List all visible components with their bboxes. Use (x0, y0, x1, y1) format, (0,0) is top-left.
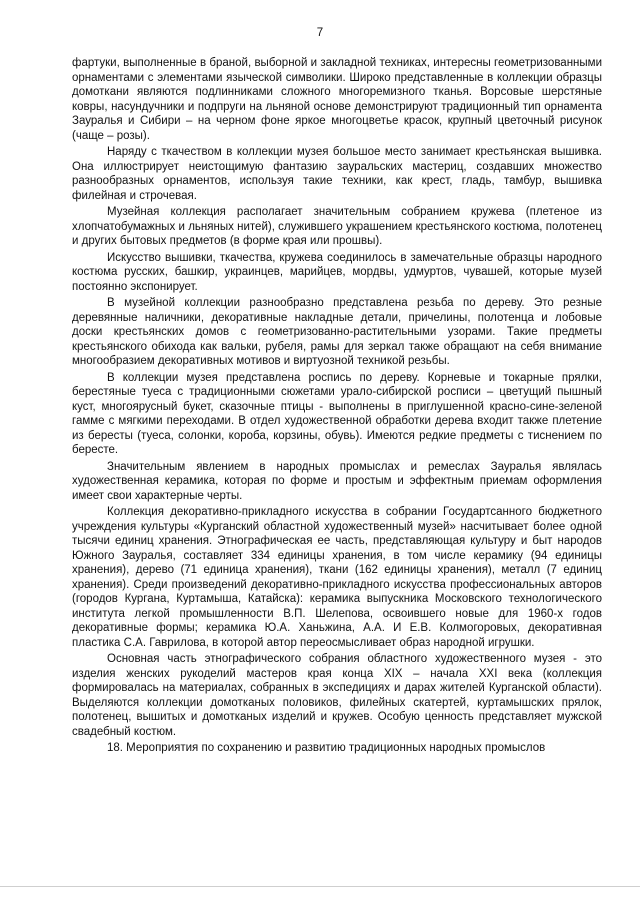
paragraph-4: Искусство вышивки, ткачества, кружева соединилось в замечательные образцы народного костюма русских, башкир, украинцев, марийцев, мордвы, удмуртов, чувашей, которые музей постоянно экспонирует. (72, 251, 602, 293)
paragraph-1: фартуки, выполненные в браной, выборной и закладной техниках, интересны геометризованными орнаментами с элементами языческой символики. Широко представленные в коллекции образцы домоткани являются подлинниками сложного многоремизного тканья. Ворсовые шерстяные ковры, насундучники и подпруги на льняной основе демонстрируют традиционный тип орнамента Зауралья и Сибири – на черном фоне яркое многоцветье красок, крупный цветочный рисунок (чаще – розы). (72, 57, 602, 142)
paragraph-5: В музейной коллекции разнообразно представлена резьба по дереву. Это резные деревянные наличники, декоративные накладные детали, причелины, полотенца и лобовые доски крестьянских домов с геометризованно-растительными узорами. Такие предметы крестьянского обихода как вальки, рубеля, рамы для зеркал также обращают на себя внимание многообразием декоративных мотивов и виртуозной техникой резьбы. (72, 297, 602, 367)
page-number: 7 (316, 27, 324, 39)
paragraph-7: Значительным явлением в народных промыслах и ремеслах Зауралья являлась художественная керамика, которая по форме и простым и эффектным приемам оформления имеет свои характерные черты. (72, 460, 602, 502)
section-heading-18: 18. Мероприятия по сохранению и развитию традиционных народных промыслов (107, 742, 546, 754)
page-bottom-divider (0, 886, 640, 887)
body-text (72, 56, 602, 758)
paragraph-2: Наряду с ткачеством в коллекции музея большое место занимает крестьянская вышивка. Она иллюстрирует неистощимую фантазию зауральских мастериц, создавших множество разнообразных орнаментов, используя такие техники, как крест, гладь, тамбур, вышивка филейная и строчевая. (72, 146, 602, 202)
paragraph-9: Основная часть этнографического собрания областного художественного музея - это изделия женских рукоделий мастеров края конца XIX – начала XXI века (коллекция формировалась на материалах, собранных в экспедициях и дарах жителей Курганской области). Выделяются коллекции домотканых половиков, филейных скатертей, куртамышских прялок, полотенец, вышитых и домотканых изделий и кружев. Особую ценность представляет мужской свадебный костюм. (72, 653, 602, 738)
paragraph-3: Музейная коллекция располагает значительным собранием кружева (плетеное из хлопчатобумажных и льняных нитей), служившего украшением крестьянского костюма, полотенец и других бытовых предметов (в форме края или прошвы). (72, 206, 602, 247)
paragraph-8: Коллекция декоративно-прикладного искусства в собрании Государтсанного бюджетного учреждения культуры «Курганский областной художественный музей» насчитывает более одной тысячи единиц хранения. Этнографическая ее часть, представляющая культуру и быт народов Южного Зауралья, составляет 334 единицы хранения, в том числе керамику (94 единицы хранения), дерево (71 единица хранения), ткани (162 единицы хранения), металл (7 единиц хранения). Среди произведений декоративно-прикладного искусства профессиональных авторов (городов Кургана, Куртамыша, Катайска): керамика выпускника Московского технологического института легкой промышленности В.П. Шелепова, освоившего новые для 1960-х годов декоративные формы; керамика Ю.А. Ханьжина, А.А. И Е.В. Колмогоровых, декоративная пластика С.А. Гаврилова, в которой автор переосмысливает образ народной игрушки. (72, 506, 602, 649)
paragraph-6: В коллекции музея представлена роспись по дереву. Корневые и токарные прялки, берестяные туеса с традиционными сюжетами урало-сибирской росписи – цветущий пышный куст, многоярусный букет, сказочные птицы - выполнены в приглушенной красно-сине-зеленой гамме с мягкими переходами. В отдел художественной обработки дерева входит также плетение из бересты (туеса, солонки, короба, корзины, обувь). Имеются редкие предметы с тиснением по бересте. (72, 371, 602, 456)
